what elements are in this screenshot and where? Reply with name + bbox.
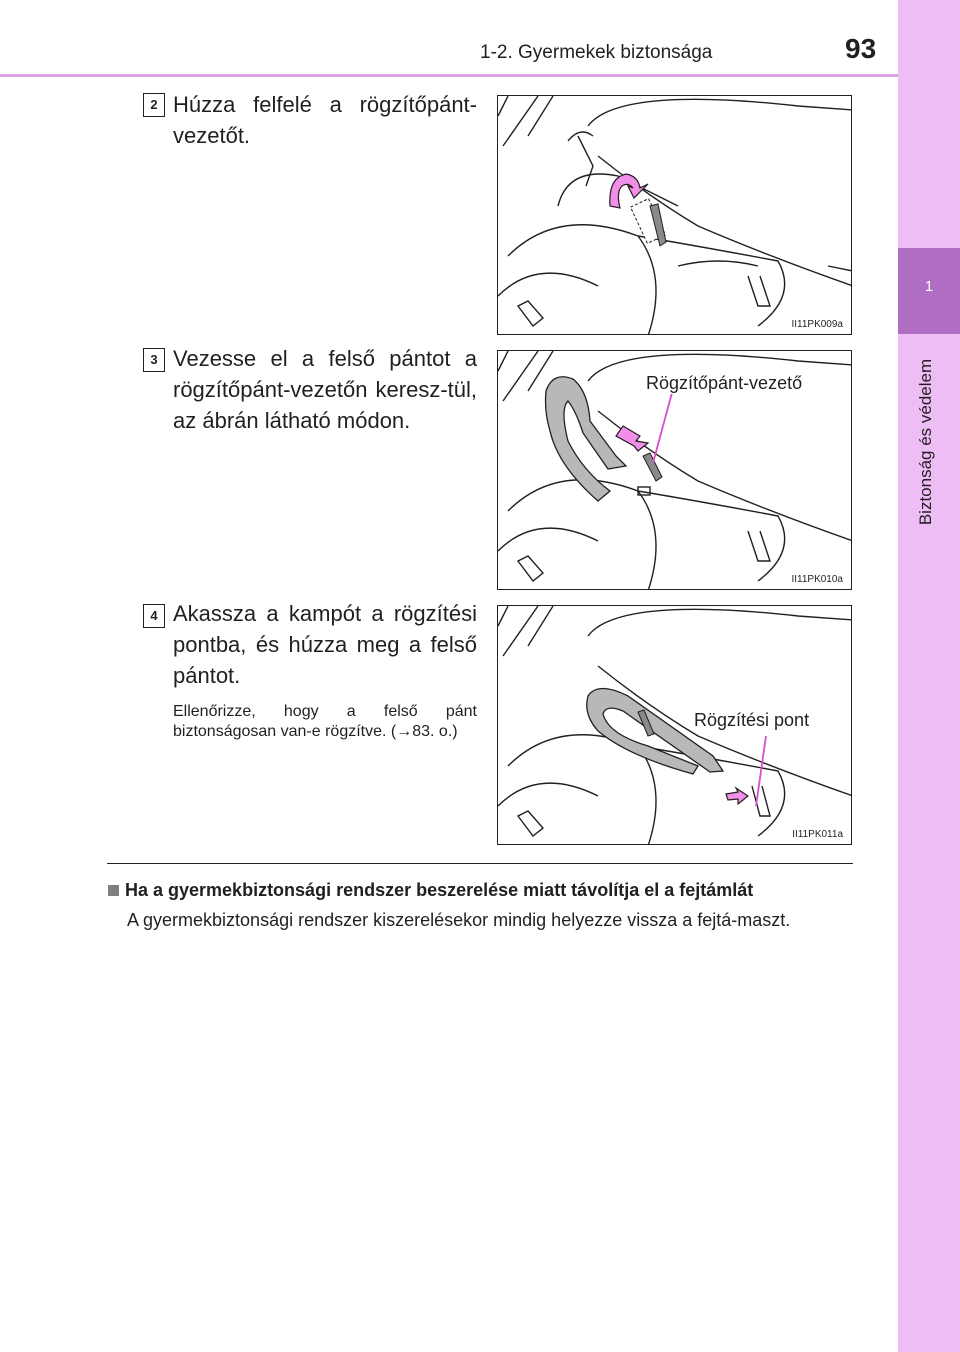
seat-illustration-1: [498, 96, 852, 335]
figure-code-3: II11PK011a: [792, 829, 843, 840]
step-number-3: 3: [143, 348, 165, 372]
figure-code-2: II11PK010a: [791, 574, 843, 585]
section-divider: [107, 863, 853, 864]
step-number-4: 4: [143, 604, 165, 628]
section-heading-text: Ha a gyermekbiztonsági rendszer beszerelése miatt távolítja el a fejtámlát: [125, 880, 754, 900]
step-4-text: Akassza a kampót a rögzítési pontba, és húzza meg a felső pántot.: [173, 601, 477, 688]
section-heading: [108, 880, 854, 901]
chapter-number: 1: [924, 278, 934, 295]
chapter-title: [916, 342, 942, 542]
chapter-sidebar: [898, 0, 960, 1352]
label-anchor-point: Rögzítési pont: [694, 710, 810, 730]
chapter-title-text: Biztonság és védelem: [916, 358, 935, 526]
figure-pull-up-strap-guide: [497, 95, 852, 335]
square-bullet-icon: [108, 885, 119, 896]
figure-code-1: II11PK009a: [791, 319, 843, 330]
figure-route-top-strap: [497, 350, 852, 590]
page-number: 93: [845, 33, 877, 64]
figure-hook-anchor: [497, 605, 852, 845]
step-number-2: 2: [143, 93, 165, 117]
header-title: 1-2. Gyermekek biztonsága: [480, 42, 713, 63]
label-strap-guide: Rögzítőpánt-vezető: [646, 373, 803, 393]
chapter-tab: [898, 248, 960, 334]
step-2-text: Húzza felfelé a rögzítőpánt-vezetőt.: [173, 92, 477, 148]
step-4-note: Ellenőrizze, hogy a felső pánt biztonságosan van-e rögzítve. (→83. o.): [173, 703, 477, 740]
step-3-text: Vezesse el a felső pántot a rögzítőpánt-vezetőn keresz-tül, az ábrán látható módon.: [173, 346, 477, 433]
section-body: A gyermekbiztonsági rendszer kiszerelésekor mindig helyezze vissza a fejtá-maszt.: [127, 910, 791, 930]
header-rule: [0, 74, 898, 77]
